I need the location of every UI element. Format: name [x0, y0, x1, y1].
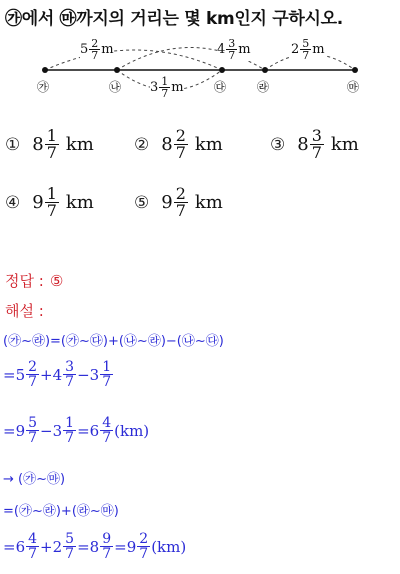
option-number: ⑤ [134, 192, 150, 213]
point-label-ma: ㉲ [347, 80, 360, 94]
point-na [114, 67, 120, 73]
option-number: ③ [270, 134, 286, 155]
point-da [219, 67, 225, 73]
solution-label: 해설 : [5, 302, 44, 320]
solution-line-5: =(㉮~㉱)+(㉱~㉲) [3, 504, 119, 519]
option-number: ② [134, 134, 150, 155]
answer-label: 정답 : [5, 272, 44, 290]
diagram-lines [0, 0, 400, 110]
point-label-ra: ㉱ [257, 80, 270, 94]
label-2-5-7: 2 $\frac{5}{7}$ m [291, 37, 325, 62]
question-title: ㉮에서 ㉲까지의 거리는 몇 km인지 구하시오. [5, 9, 343, 29]
option-number: ④ [5, 192, 21, 213]
point-label-na: ㉯ [109, 80, 122, 94]
solution-line-6: = 6 $\frac{4}{7}$ + 2 $\frac{5}{7}$ = 8 $\frac{9}{7}$ = 9 $\frac{2}{7}$ (km) [3, 531, 187, 562]
point-ra [262, 67, 268, 73]
label-4-3-7: 4 $\frac{3}{7}$ m [217, 37, 251, 62]
point-label-da: ㉰ [214, 80, 227, 94]
option-5[interactable]: ⑤ 9 $\frac{2}{7}$ km [134, 184, 223, 220]
solution-line-3: = 9 $\frac{5}{7}$ − 3 $\frac{1}{7}$ = 6 $\frac{4}{7}$ (km) [3, 415, 150, 446]
solution-line-4: → (㉮~㉲) [3, 472, 66, 487]
answer-value: ⑤ [49, 271, 64, 290]
point-ga [42, 67, 48, 73]
point-ma [352, 67, 358, 73]
label-3-1-7: 3 $\frac{1}{7}$ m [150, 75, 184, 100]
arc-ga-da [45, 50, 222, 70]
solution-line-1: (㉮~㉱)=(㉮~㉰)+(㉯~㉱)−(㉯~㉰) [3, 334, 224, 349]
option-3[interactable]: ③ 8 $\frac{3}{7}$ km [270, 126, 359, 162]
option-1[interactable]: ① 8 $\frac{1}{7}$ km [5, 126, 94, 162]
label-5-2-7: 5 $\frac{2}{7}$ m [80, 37, 114, 62]
solution-line-2: = 5 $\frac{2}{7}$ + 4 $\frac{3}{7}$ − 3 $\frac{1}{7}$ [3, 359, 112, 390]
answer-line [5, 270, 63, 291]
option-2[interactable]: ② 8 $\frac{2}{7}$ km [134, 126, 223, 162]
point-label-ga: ㉮ [37, 80, 50, 94]
option-number: ① [5, 134, 21, 155]
option-4[interactable]: ④ 9 $\frac{1}{7}$ km [5, 184, 94, 220]
